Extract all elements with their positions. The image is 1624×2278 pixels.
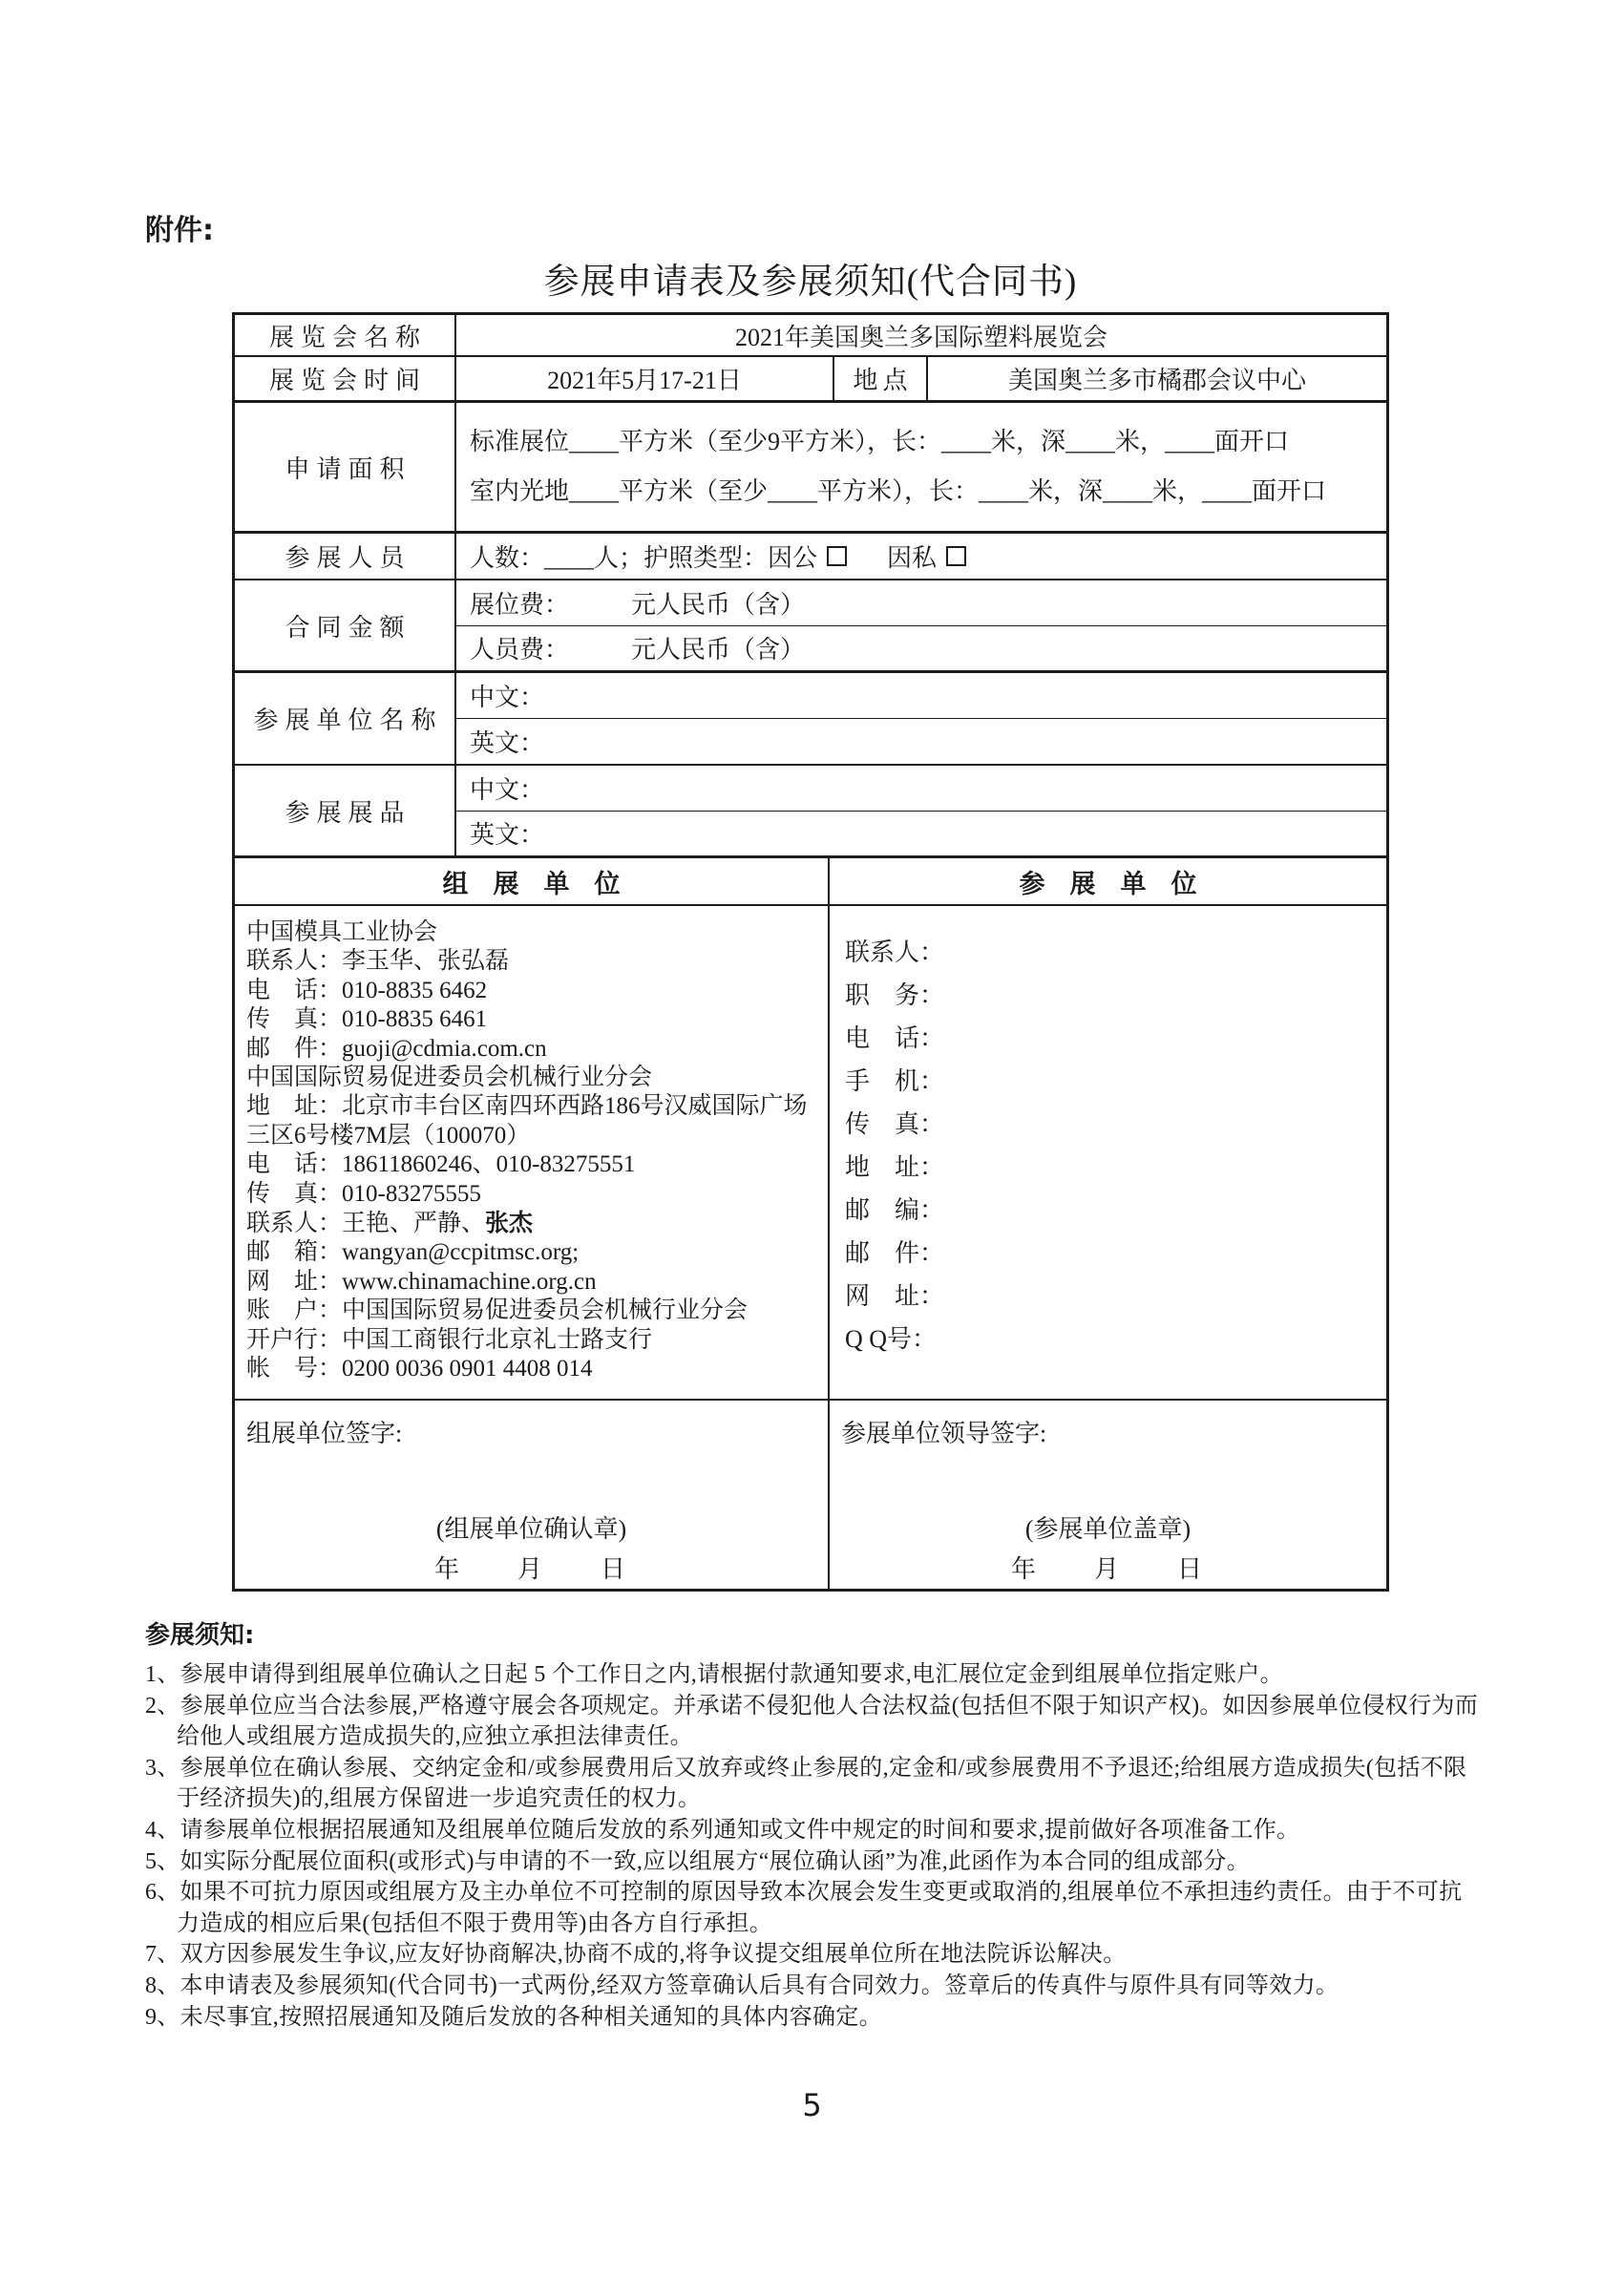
note-number: 7、: [145, 1942, 180, 1968]
official-passport-checkbox[interactable]: [827, 546, 847, 566]
exhibitor-signature-cell: [830, 1401, 1386, 1589]
exhibitor-field-label: 传 真：: [845, 1110, 945, 1138]
organizer-line: 电 话：010-8835 6462: [246, 977, 488, 1003]
exhibition-time-label: 展览会时间: [235, 357, 456, 400]
note-number: 1、: [145, 1662, 180, 1687]
organizer-date-line: 年 月 日: [433, 1555, 628, 1583]
exhibits-en-field: 英文：: [470, 821, 545, 850]
note-number: 2、: [145, 1693, 180, 1719]
organizer-line: 邮 件：guoji@cdmia.com.cn: [246, 1035, 547, 1062]
organizer-line: 地 址：北京市丰台区南四环西路186号汉威国际广场三区6号楼7M层（100070）: [246, 1093, 808, 1149]
contract-amount-label: 合同金额: [235, 580, 456, 670]
organizer-signature-cell: [235, 1401, 830, 1589]
note-item: [145, 1659, 1482, 1691]
note-text: 双方因参展发生争议,应友好协商解决,协商不成的,将争议提交组展单位所在地法院诉讼解决。: [179, 1942, 1127, 1968]
company-name-en-field: 英文：: [470, 729, 545, 757]
exhibitor-field-label: 电 话：: [845, 1024, 945, 1052]
exhibits-cn-field: 中文：: [456, 766, 1386, 812]
exhibitor-field-label: 网 址：: [845, 1282, 945, 1310]
note-text: 参展单位应当合法参展,严格遵守展会各项规定。并承诺不侵犯他人合法权益(包括但不限于知识产权)。如因参展单位侵权行为而给他人或组展方造成损失的,应独立承担法律责任。: [177, 1693, 1478, 1750]
note-text: 如果不可抗力原因或组展方及主办单位不可控制的原因导致本次展会发生变更或取消的,组展单位不承担违约责任。由于不可抗力造成的相应后果(包括但不限于费用等)由各方自行承担。: [177, 1880, 1463, 1936]
exhibition-name-value: 2021年美国奥兰多国际塑料展览会: [734, 323, 1107, 351]
row-staff: [235, 534, 1386, 580]
exhibitor-seal-note: (参展单位盖章): [1024, 1515, 1192, 1543]
page-number: 5: [802, 2087, 822, 2123]
note-text: 参展单位在确认参展、交纳定金和/或参展费用后又放弃或终止参展的,定金和/或参展费用不予退还;给组展方造成损失(包括不限于经济损失)的,组展方保留进一步追究责任的权力。: [177, 1755, 1467, 1812]
exhibitor-info: [830, 906, 1386, 1399]
note-item: [145, 1691, 1482, 1753]
row-signatures: [235, 1401, 1386, 1589]
staff-count-text: 人数：____人；护照类型：因公: [470, 544, 818, 572]
booth-area-value: [456, 403, 1386, 531]
staff-label: 参展人员: [235, 534, 456, 579]
row-contract-amount: [235, 580, 1386, 673]
private-passport-checkbox[interactable]: [946, 546, 966, 566]
exhibitor-field-label: 邮 件：: [845, 1239, 945, 1267]
organizer-line: 网 址：www.chinamachine.org.cn: [246, 1268, 597, 1295]
organizer-line: 电 话：18611860246、010-83275551: [246, 1151, 636, 1178]
note-number: 5、: [145, 1848, 180, 1874]
organizer-line: 中国国际贸易促进委员会机械行业分会: [246, 1065, 653, 1091]
row-party-contacts: [235, 906, 1386, 1401]
note-item: [145, 1753, 1482, 1815]
organizer-line: 帐 号：0200 0036 0901 4408 014: [246, 1356, 593, 1382]
location-value: 美国奥兰多市橘郡会议中心: [1007, 367, 1306, 394]
private-passport-text: 因私: [887, 544, 938, 572]
note-text: 未尽事宜,按照招展通知及随后发放的各种相关通知的具体内容确定。: [179, 2004, 882, 2030]
booth-fee-field: 展位费： 元人民币（含）: [456, 580, 1386, 626]
organizer-line: [246, 1209, 820, 1238]
note-number: 8、: [145, 1972, 180, 1998]
exhibitor-header: 参展单位: [1019, 869, 1222, 898]
note-item: [145, 1971, 1482, 2002]
row-company-name: [235, 673, 1386, 766]
booth-area-label: 申请面积: [235, 403, 456, 531]
note-number: 6、: [145, 1880, 180, 1906]
organizer-line: 中国模具工业协会: [246, 919, 438, 945]
exhibitor-field-label: 职 务：: [845, 981, 945, 1009]
company-name-cn-field: 中文：: [456, 673, 1386, 719]
organizer-line: 传 真：010-83275555: [246, 1180, 481, 1207]
exhibitor-signature-label: 参展单位领导签字:: [841, 1420, 1047, 1447]
note-text: 本申请表及参展须知(代合同书)一式两份,经双方签章确认后具有合同效力。签章后的传真件与原件具有同等效力。: [179, 1972, 1339, 1998]
organizer-contacts2-prefix: 联系人：王艳、严静、: [246, 1211, 486, 1237]
organizer-info: [235, 906, 830, 1399]
row-party-headers: [235, 858, 1386, 906]
exhibits-label: 参展展品: [235, 766, 456, 855]
note-number: 9、: [145, 2004, 180, 2030]
organizer-line: 账 户：中国国际贸易促进委员会机械行业分会: [246, 1297, 749, 1324]
exhibitor-field-label: Q Q号：: [845, 1325, 938, 1353]
note-item: [145, 2002, 1482, 2034]
note-text: 请参展单位根据招展通知及组展单位随后发放的系列通知或文件中规定的时间和要求,提前做好各项准备工作。: [179, 1817, 1300, 1843]
organizer-signature-label: 组展单位签字:: [246, 1420, 403, 1447]
organizer-header: 组展单位: [235, 858, 830, 904]
notes-section: [145, 1615, 1482, 2033]
exhibitor-field-label: 手 机：: [845, 1067, 945, 1095]
exhibitor-date-line: 年 月 日: [1010, 1555, 1205, 1583]
staff-fee-field: 人员费： 元人民币（含）: [470, 636, 806, 664]
note-item: [145, 1815, 1482, 1846]
exhibition-name-label: 展览会名称: [235, 315, 456, 355]
note-item: [145, 1939, 1482, 1971]
note-text: 参展申请得到组展单位确认之日起 5 个工作日之内,请根据付款通知要求,电汇展位定金到组展单位指定账户。: [179, 1662, 1283, 1687]
exhibitor-field-label: 联系人：: [845, 939, 945, 966]
note-text: 如实际分配展位面积(或形式)与申请的不一致,应以组展方“展位确认函”为准,此函作为本合同的组成部分。: [179, 1848, 1250, 1874]
row-booth-area: [235, 403, 1386, 534]
organizer-line: 邮 箱：wangyan@ccpitmsc.org;: [246, 1239, 580, 1266]
note-number: 4、: [145, 1817, 180, 1843]
exhibitor-field-label: 邮 编：: [845, 1196, 945, 1224]
organizer-line: 开户行：中国工商银行北京礼士路支行: [246, 1326, 653, 1353]
exhibitor-field-label: 地 址：: [845, 1153, 945, 1181]
staff-value: [456, 534, 1386, 579]
application-form-table: [232, 312, 1389, 1592]
page-title: 参展申请表及参展须知(代合同书): [543, 263, 1078, 302]
row-exhibition-time: [235, 357, 1386, 403]
organizer-seal-note: (组展单位确认章): [435, 1515, 627, 1543]
note-item: [145, 1846, 1482, 1878]
attachment-label: 附件:: [145, 214, 214, 247]
row-exhibition-name: [235, 315, 1386, 357]
note-item: [145, 1877, 1482, 1939]
note-number: 3、: [145, 1755, 180, 1781]
company-name-label: 参展单位名称: [235, 673, 456, 764]
raw-space-line: 室内光地____平方米（至少____平方米），长：____米，深____米，____面开口: [470, 477, 1327, 505]
organizer-line: 传 真：010-8835 6461: [246, 1006, 488, 1033]
row-exhibits: [235, 766, 1386, 858]
organizer-contact-name-highlight: 张杰: [485, 1209, 534, 1237]
notes-title: 参展须知:: [145, 1621, 255, 1650]
organizer-line: 联系人：李玉华、张弘磊: [246, 948, 510, 975]
standard-booth-line: 标准展位____平方米（至少9平方米），长：____米，深____米，____面开口: [470, 428, 1290, 455]
exhibition-time-value: 2021年5月17-21日: [456, 357, 834, 400]
location-label: 地点: [834, 357, 928, 400]
